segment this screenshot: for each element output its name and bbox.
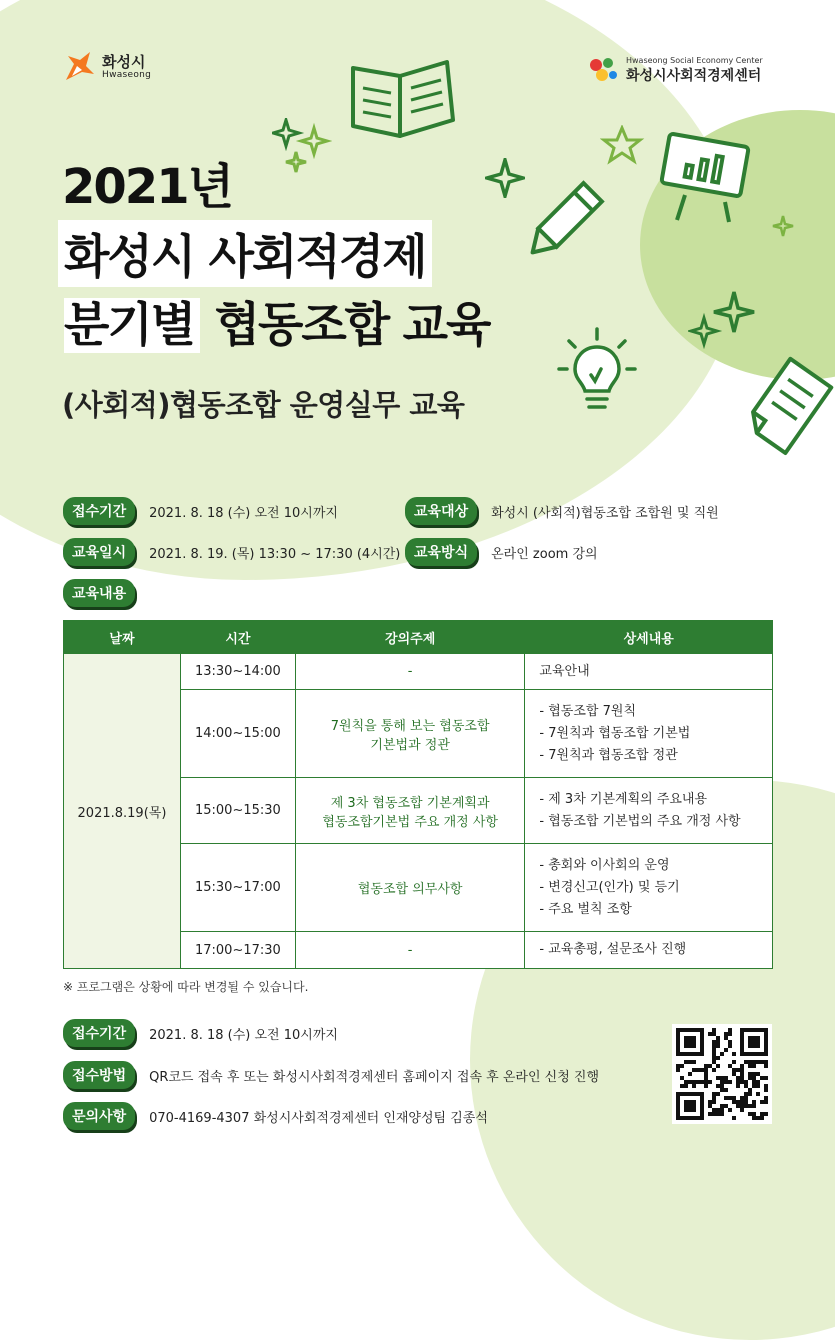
date-cell: 2021.8.19(목)	[64, 654, 181, 969]
reception-period-value: 2021. 8. 18 (수) 오전 10시까지	[149, 505, 338, 521]
detail-line: - 7원칙과 협동조합 정관	[539, 747, 678, 763]
topic-cell: 협동조합 의무사항	[295, 844, 525, 932]
title-year: 2021년	[62, 159, 232, 215]
reception-period-label: 접수기간	[63, 497, 135, 525]
logo-name: 화성시	[102, 53, 146, 71]
topic-cell: -	[295, 654, 525, 690]
table-row	[64, 654, 773, 690]
title-line-2-highlight: 분기별	[64, 298, 200, 353]
pencil-icon	[518, 175, 608, 270]
detail-cell	[525, 778, 773, 844]
document-icon	[735, 355, 835, 465]
time-cell: 15:30~17:00	[180, 844, 295, 932]
footer-reception-label: 접수기간	[63, 1019, 135, 1047]
target-row	[405, 497, 719, 525]
detail-line: - 7원칙과 협동조합 기본법	[539, 725, 691, 741]
title-line-1: 화성시 사회적경제	[58, 220, 432, 287]
sparkle-icon	[688, 290, 758, 360]
detail-line: - 변경신고(인가) 및 등기	[539, 879, 680, 895]
schedule-table	[63, 620, 773, 969]
schedule-label: 교육일시	[63, 538, 135, 566]
subtitle: (사회적)협동조합 운영실무 교육	[62, 388, 465, 422]
time-cell: 15:00~15:30	[180, 778, 295, 844]
social-economy-center-logo	[586, 55, 763, 85]
detail-cell	[525, 932, 773, 969]
reception-period-row	[63, 497, 338, 525]
qr-code[interactable]	[672, 1024, 772, 1124]
logo-sub: Hwaseong	[102, 70, 152, 80]
detail-line: - 협동조합 기본법의 주요 개정 사항	[539, 813, 741, 829]
detail-line: - 협동조합 7원칙	[539, 703, 636, 719]
target-value: 화성시 (사회적)협동조합 조합원 및 직원	[491, 505, 719, 521]
center-logo-icon	[586, 55, 620, 85]
sparkle-icon	[272, 118, 332, 178]
sparkle-icon	[772, 215, 794, 237]
center-logo-name: 화성시사회적경제센터	[626, 67, 762, 84]
header-time: 시간	[180, 621, 295, 654]
content-label: 교육내용	[63, 579, 135, 607]
schedule-row	[63, 538, 400, 566]
detail-cell	[525, 654, 773, 690]
method-value: 온라인 zoom 강의	[491, 546, 598, 562]
title-line-2-rest: 협동조합 교육	[214, 298, 490, 353]
detail-cell	[525, 844, 773, 932]
footer-method-label: 접수방법	[63, 1061, 135, 1089]
target-label: 교육대상	[405, 497, 477, 525]
schedule-value: 2021. 8. 19. (목) 13:30 ~ 17:30 (4시간)	[149, 546, 401, 562]
footer-method-value: QR코드 접속 후 또는 화성시사회적경제센터 홈페이지 접속 후 온라인 신청 진행	[149, 1069, 599, 1085]
detail-cell	[525, 690, 773, 778]
detail-line: - 제 3차 기본계획의 주요내용	[539, 791, 708, 807]
hwaseong-logo	[62, 50, 151, 84]
footer-reception-row	[63, 1019, 338, 1047]
topic-cell	[295, 690, 525, 778]
topic-cell	[295, 778, 525, 844]
footer-contact-row	[63, 1102, 488, 1130]
time-cell: 17:00~17:30	[180, 932, 295, 969]
detail-line: - 주요 벌칙 조항	[539, 901, 632, 917]
title-line-2	[58, 288, 495, 355]
qr-code-icon	[672, 1024, 772, 1124]
hwaseong-star-icon	[62, 50, 96, 84]
header-date: 날짜	[64, 621, 181, 654]
star-icon	[600, 125, 645, 165]
footer-contact-label: 문의사항	[63, 1102, 135, 1130]
method-label: 교육방식	[405, 538, 477, 566]
topic-cell: -	[295, 932, 525, 969]
footer-reception-value: 2021. 8. 18 (수) 오전 10시까지	[149, 1027, 338, 1043]
footer-contact-value: 070-4169-4307 화성시사회적경제센터 인재양성팀 김종석	[149, 1110, 488, 1126]
topic-line: 제 3차 협동조합 기본계획과	[330, 795, 490, 811]
center-logo-sub: Hwaseong Social Economy Center	[626, 55, 763, 65]
detail-line: 교육안내	[539, 663, 590, 679]
presentation-board-icon	[655, 130, 755, 225]
topic-line: 협동조합기본법 주요 개정 사항	[322, 814, 498, 830]
footer-method-row	[63, 1061, 599, 1089]
time-cell: 13:30~14:00	[180, 654, 295, 690]
topic-line: 7원칙을 통해 보는 협동조합	[330, 718, 490, 734]
schedule-note: ※ 프로그램은 상황에 따라 변경될 수 있습니다.	[63, 980, 309, 994]
method-row	[405, 538, 598, 566]
time-cell: 14:00~15:00	[180, 690, 295, 778]
content-row	[63, 579, 135, 607]
topic-line: 기본법과 정관	[370, 737, 450, 753]
detail-line: - 교육총평, 설문조사 진행	[539, 942, 687, 957]
header-detail: 상세내용	[525, 621, 773, 654]
header-topic: 강의주제	[295, 621, 525, 654]
table-header-row	[64, 621, 773, 654]
lightbulb-icon	[555, 325, 640, 420]
detail-line: - 총회와 이사회의 운영	[539, 857, 670, 873]
book-icon	[345, 48, 460, 143]
